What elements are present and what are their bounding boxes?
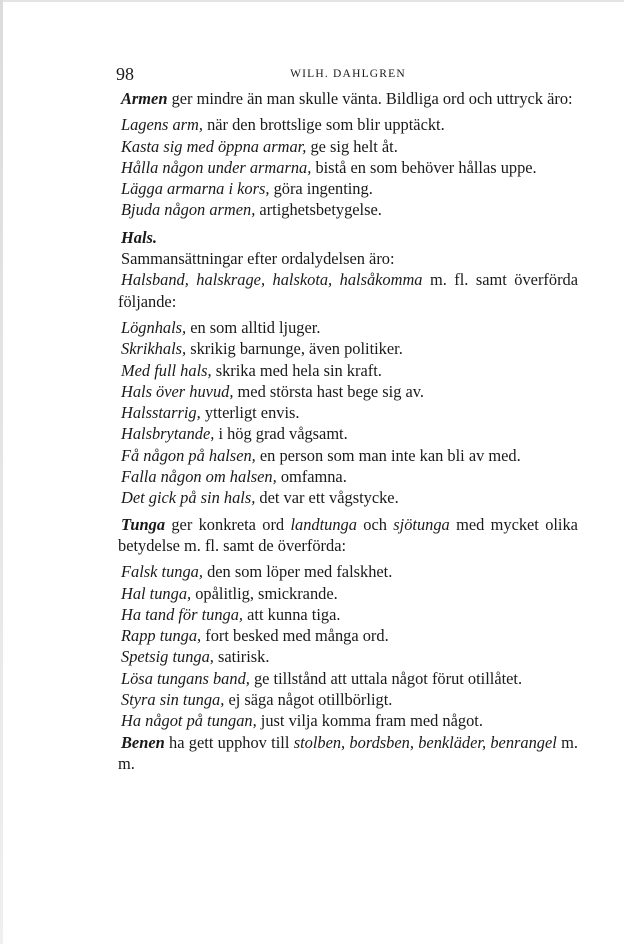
benen-compounds: stolben, bordsben, benkläder, benrangel (293, 732, 557, 752)
entry-meaning: opålitlig, smickrande. (195, 583, 338, 603)
tunga-entry-4 (118, 625, 578, 646)
hals-entry-4 (118, 381, 578, 402)
armen-intro-text: ger mindre än man skulle vänta. Bildliga ord och uttryck äro: (171, 89, 573, 108)
entry-phrase: Med full hals, (121, 360, 212, 380)
running-title: WILH. DAHLGREN (290, 68, 406, 80)
entry-phrase: Ha något på tungan, (121, 711, 257, 731)
hals-entry-6 (118, 423, 578, 444)
entry-meaning: en som alltid ljuger. (190, 317, 321, 337)
entry-meaning: att kunna tiga. (247, 604, 341, 624)
entry-phrase: Lagens arm, (121, 115, 203, 135)
tunga-entry-8 (118, 710, 578, 731)
entry-meaning: skrikig barnunge, även politiker. (190, 339, 403, 359)
hals-entry-1 (118, 317, 578, 338)
entry-meaning: i hög grad vågsamt. (218, 424, 348, 444)
entry-phrase: Falsk tunga, (121, 562, 203, 582)
entry-meaning: med största hast bege sig av. (237, 381, 425, 401)
book-page (118, 60, 578, 774)
entry-phrase: Spetsig tunga, (121, 647, 214, 667)
hals-compounds-tail: m. fl. samt överförda följande: (118, 270, 578, 311)
tunga-intro-paragraph (118, 514, 578, 557)
armen-head-word: Armen (121, 89, 168, 108)
entry-phrase: Hals över huvud, (121, 381, 234, 401)
entry-phrase: Det gick på sin hals, (121, 488, 256, 508)
entry-meaning: bistå en som behöver hållas uppe. (315, 157, 537, 177)
benen-paragraph (118, 732, 578, 775)
tunga-entry-5 (118, 646, 578, 667)
tunga-intro-2: och (363, 514, 387, 534)
entry-phrase: Kasta sig med öppna armar, (121, 136, 307, 156)
entry-phrase: Halsbrytande, (121, 424, 215, 444)
entry-phrase: Falla någon om halsen, (121, 467, 277, 487)
hals-entry-8 (118, 466, 578, 487)
entry-meaning: skrika med hela sin kraft. (215, 360, 382, 380)
entry-phrase: Hålla någon under armarna, (121, 157, 312, 177)
hals-compounds: Halsband, halskrage, halskota, halsåkomma (121, 270, 423, 290)
entry-meaning: fort besked med många ord. (205, 626, 389, 646)
tunga-word-1: landtunga (290, 514, 357, 534)
entry-phrase: Styra sin tunga, (121, 690, 225, 710)
benen-tail: m. m. (118, 732, 578, 773)
armen-entry-3 (118, 157, 578, 178)
hals-section-title: Hals. (121, 227, 157, 247)
armen-entry-5 (118, 199, 578, 220)
entry-meaning: den som löper med falskhet. (207, 562, 393, 582)
entry-meaning: det var ett vågstycke. (259, 488, 399, 508)
entry-meaning: när den brottslige som blir upptäckt. (207, 115, 445, 135)
entry-meaning: omfamna. (280, 467, 347, 487)
entry-meaning: just vilja komma fram med något. (260, 711, 483, 731)
tunga-intro-3: med mycket olika betydelse m. fl. samt de överförda: (118, 514, 578, 555)
tunga-intro-1: ger konkreta ord (171, 514, 285, 534)
page-body (118, 88, 578, 774)
entry-meaning: ge tillstånd att uttala något förut otillåtet. (253, 668, 523, 688)
page-header (118, 60, 578, 88)
tunga-head-word: Tunga (121, 514, 166, 534)
hals-entry-2 (118, 338, 578, 359)
entry-phrase: Få någon på halsen, (121, 445, 256, 465)
entry-phrase: Lägga armarna i kors, (121, 179, 270, 199)
hals-entry-9 (118, 487, 578, 508)
tunga-entry-6 (118, 668, 578, 689)
entry-phrase: Rapp tunga, (121, 626, 202, 646)
hals-entry-5 (118, 402, 578, 423)
hals-compounds-paragraph (118, 269, 578, 312)
entry-meaning: artighetsbetygelse. (259, 200, 382, 220)
entry-phrase: Lösa tungans band, (121, 668, 250, 688)
entry-phrase: Ha tand för tunga, (121, 604, 244, 624)
entry-meaning: ytterligt envis. (204, 403, 300, 423)
hals-intro: Sammansättningar efter ordalydelsen äro: (121, 249, 395, 269)
entry-phrase: Bjuda någon armen, (121, 200, 256, 220)
armen-intro-paragraph (118, 88, 578, 109)
hals-entry-7 (118, 445, 578, 466)
scan-top-edge (0, 0, 624, 2)
tunga-entry-3 (118, 604, 578, 625)
entry-phrase: Halsstarrig, (121, 403, 201, 423)
armen-entry-1 (118, 114, 578, 135)
tunga-word-2: sjötunga (393, 514, 450, 534)
entry-phrase: Lögnhals, (121, 317, 187, 337)
tunga-entry-1 (118, 561, 578, 582)
tunga-entry-2 (118, 583, 578, 604)
hals-entry-3 (118, 360, 578, 381)
tunga-entry-7 (118, 689, 578, 710)
page-number: 98 (116, 64, 134, 84)
entry-meaning: en person som man inte kan bli av med. (259, 445, 521, 465)
entry-phrase: Skrikhals, (121, 339, 187, 359)
benen-intro: ha gett upphov till (169, 732, 290, 752)
entry-phrase: Hal tunga, (121, 583, 192, 603)
entry-meaning: ge sig helt åt. (310, 136, 398, 156)
scan-edge-shadow (0, 0, 3, 944)
armen-entry-4 (118, 178, 578, 199)
entry-meaning: ej säga något otillbörligt. (228, 690, 393, 710)
entry-meaning: göra ingenting. (273, 179, 373, 199)
benen-head-word: Benen (121, 732, 165, 752)
entry-meaning: satirisk. (218, 647, 270, 667)
armen-entry-2 (118, 136, 578, 157)
